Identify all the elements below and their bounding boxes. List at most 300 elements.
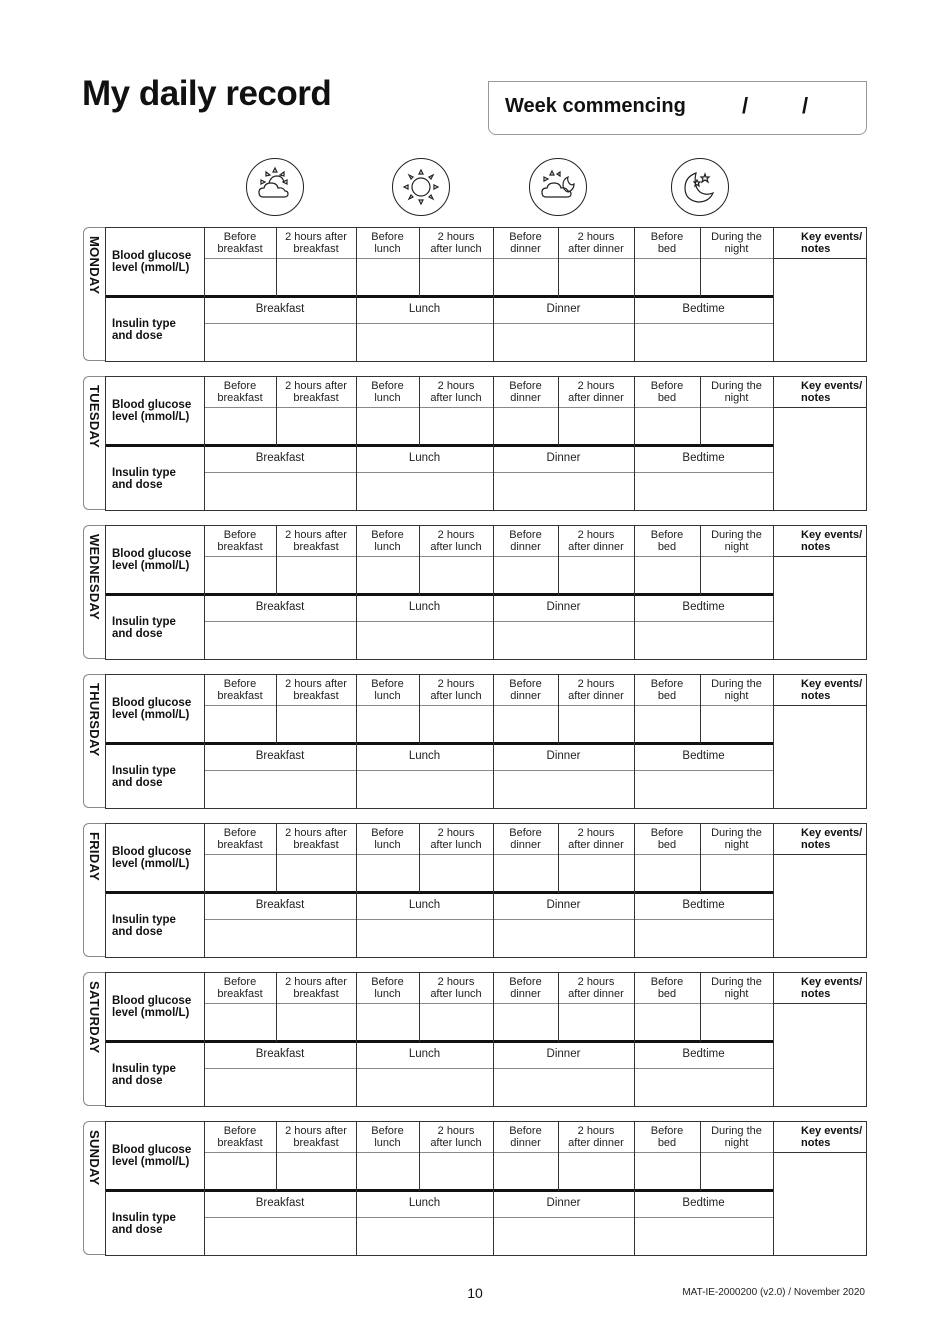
day-block-monday [83, 227, 867, 363]
table-border [105, 1121, 867, 1122]
column-header-line: bed [657, 1137, 677, 1149]
column-header-line: night [724, 541, 749, 553]
column-header-line: bed [657, 392, 677, 404]
glucose-input-cell[interactable] [701, 408, 772, 443]
column-header-line: bed [657, 988, 677, 1000]
column-header-line: lunch [374, 839, 401, 851]
insulin-input-cell[interactable] [357, 1218, 492, 1254]
day-tab [83, 376, 105, 510]
column-header-line: night [724, 690, 749, 702]
blood-glucose-label-line: level (mmol/L) [112, 560, 190, 572]
column-header-line: Before [223, 380, 257, 392]
notes-header [801, 976, 862, 1000]
notes-input-cell[interactable] [774, 1004, 865, 1105]
table-border [866, 972, 867, 1107]
notes-input-cell[interactable] [774, 855, 865, 956]
blood-glucose-label-line: level (mmol/L) [112, 262, 190, 274]
meal-label: Bedtime [682, 452, 725, 464]
column-header [634, 976, 700, 1000]
meal-label: Bedtime [682, 750, 725, 762]
column-header-line: breakfast [293, 988, 339, 1000]
blood-glucose-label-line: Blood glucose [112, 399, 192, 411]
glucose-input-cell[interactable] [701, 259, 772, 294]
column-header [204, 1125, 276, 1149]
glucose-input-cell[interactable] [635, 855, 699, 890]
column-header-line: 2 hours after [285, 380, 347, 392]
column-header-line: after lunch [430, 1137, 482, 1149]
column-header [419, 827, 493, 851]
table-border [105, 525, 867, 526]
day-name: SUNDAY [87, 1130, 102, 1186]
insulin-label-line: Insulin type [112, 914, 176, 926]
column-header-line: Before [371, 380, 404, 392]
column-header [493, 827, 558, 851]
column-header-line: Before [650, 529, 684, 541]
insulin-input-cell[interactable] [357, 473, 492, 509]
column-header [493, 678, 558, 702]
column-header [204, 976, 276, 1000]
section-divider [105, 742, 773, 745]
column-header [634, 678, 700, 702]
insulin-input-cell[interactable] [635, 1069, 772, 1105]
meal-label: Dinner [546, 1197, 581, 1209]
glucose-input-cell[interactable] [635, 1153, 699, 1188]
glucose-input-cell[interactable] [494, 408, 557, 443]
week-commencing-field[interactable] [488, 81, 867, 135]
column-header [356, 827, 419, 851]
column-header-line: after dinner [568, 243, 624, 255]
insulin-label [112, 616, 176, 640]
column-header-line: lunch [374, 1137, 401, 1149]
column-header [276, 529, 356, 553]
glucose-input-cell[interactable] [559, 1004, 633, 1039]
column-header-line: breakfast [217, 1137, 263, 1149]
meal-label: Bedtime [682, 1197, 725, 1209]
glucose-input-cell[interactable] [357, 557, 418, 592]
table-border [866, 525, 867, 660]
column-header [493, 380, 558, 404]
notes-header-line: notes [801, 690, 831, 702]
column-header-line: breakfast [293, 541, 339, 553]
meal-label: Dinner [546, 303, 581, 315]
column-header-line: after dinner [568, 392, 624, 404]
notes-header [801, 827, 862, 851]
column-header-line: Before [650, 976, 684, 988]
column-header-line: During the [711, 529, 762, 541]
column-header-line: During the [711, 976, 762, 988]
glucose-input-cell[interactable] [701, 855, 772, 890]
column-header-line: During the [711, 678, 762, 690]
column-header-line: 2 hours after [285, 529, 347, 541]
insulin-input-cell[interactable] [357, 324, 492, 360]
column-header [419, 380, 493, 404]
column-header [558, 827, 634, 851]
insulin-input-cell[interactable] [205, 324, 355, 360]
meal-label: Lunch [408, 1197, 441, 1209]
column-header-line: Before [223, 231, 257, 243]
insulin-input-cell[interactable] [205, 771, 355, 807]
column-header-line: night [724, 1137, 749, 1149]
day-tab [83, 972, 105, 1106]
column-header-line: after dinner [568, 541, 624, 553]
notes-header-line: Key events/ [801, 678, 863, 690]
column-header [558, 1125, 634, 1149]
column-header-line: after dinner [568, 1137, 624, 1149]
column-header-line: Before [223, 827, 257, 839]
meal-label: Lunch [408, 601, 441, 613]
insulin-input-cell[interactable] [635, 920, 772, 956]
column-header [204, 678, 276, 702]
table-border [105, 972, 106, 1107]
section-divider [105, 891, 773, 894]
table-border [105, 808, 867, 809]
glucose-input-cell[interactable] [635, 557, 699, 592]
glucose-input-cell[interactable] [277, 259, 355, 294]
glucose-input-cell[interactable] [357, 259, 418, 294]
column-header-line: Before [223, 976, 257, 988]
insulin-input-cell[interactable] [494, 324, 633, 360]
column-header-line: dinner [510, 690, 541, 702]
table-border [105, 1255, 867, 1256]
meal-label: Dinner [546, 750, 581, 762]
column-header [356, 678, 419, 702]
day-name: SATURDAY [87, 981, 102, 1054]
glucose-input-cell[interactable] [277, 408, 355, 443]
insulin-input-cell[interactable] [635, 473, 772, 509]
glucose-input-cell[interactable] [357, 706, 418, 741]
column-header-line: dinner [510, 243, 541, 255]
notes-header-line: Key events/ [801, 1125, 863, 1137]
glucose-input-cell[interactable] [559, 259, 633, 294]
column-header-line: after lunch [430, 690, 482, 702]
insulin-label [112, 914, 176, 938]
morning-sun-cloud-icon [246, 158, 304, 216]
notes-input-cell[interactable] [774, 557, 865, 658]
column-header [558, 678, 634, 702]
glucose-input-cell[interactable] [420, 408, 492, 443]
day-grid [105, 823, 867, 958]
glucose-input-cell[interactable] [701, 706, 772, 741]
column-header-line: breakfast [293, 243, 339, 255]
table-border [105, 227, 867, 228]
table-border [105, 361, 867, 362]
glucose-input-cell[interactable] [277, 706, 355, 741]
meal-label: Bedtime [682, 1048, 725, 1060]
column-header-line: after lunch [430, 541, 482, 553]
evening-sun-moon-cloud-icon [529, 158, 587, 216]
column-header [634, 380, 700, 404]
column-header-line: Before [509, 529, 542, 541]
column-header-line: 2 hours [577, 976, 615, 988]
glucose-input-cell[interactable] [420, 706, 492, 741]
insulin-label-line: and dose [112, 1224, 163, 1236]
glucose-input-cell[interactable] [701, 1153, 772, 1188]
column-header-line: lunch [374, 392, 401, 404]
notes-header-line: Key events/ [801, 231, 863, 243]
column-header [493, 1125, 558, 1149]
table-border [866, 376, 867, 511]
blood-glucose-label-line: Blood glucose [112, 846, 192, 858]
insulin-input-cell[interactable] [494, 622, 633, 658]
column-header-line: Before [371, 1125, 404, 1137]
column-header [419, 529, 493, 553]
column-header-line: 2 hours [577, 380, 615, 392]
notes-header-line: notes [801, 392, 831, 404]
meal-label: Bedtime [682, 601, 725, 613]
insulin-input-cell[interactable] [205, 920, 355, 956]
column-header [634, 827, 700, 851]
table-border [105, 659, 867, 660]
notes-input-cell[interactable] [774, 706, 865, 807]
date-separator: / [742, 93, 749, 118]
column-header-line: 2 hours [437, 529, 475, 541]
table-border [866, 674, 867, 809]
column-header [700, 529, 773, 553]
column-header-line: dinner [510, 541, 541, 553]
glucose-input-cell[interactable] [277, 1153, 355, 1188]
column-header-line: breakfast [217, 988, 263, 1000]
notes-input-cell[interactable] [774, 1153, 865, 1254]
column-header-line: bed [657, 839, 677, 851]
glucose-input-cell[interactable] [635, 1004, 699, 1039]
column-header-line: breakfast [293, 690, 339, 702]
column-header-line: 2 hours [437, 976, 475, 988]
day-tab [83, 525, 105, 659]
notes-header [801, 380, 862, 404]
table-border [105, 823, 867, 824]
glucose-input-cell[interactable] [701, 1004, 772, 1039]
table-border [105, 1121, 106, 1256]
column-header-line: night [724, 988, 749, 1000]
insulin-label [112, 1212, 176, 1236]
glucose-input-cell[interactable] [357, 408, 418, 443]
column-header-line: 2 hours [437, 827, 475, 839]
day-grid [105, 972, 867, 1107]
blood-glucose-label-line: Blood glucose [112, 250, 192, 262]
column-header-line: 2 hours [577, 529, 615, 541]
column-header [204, 380, 276, 404]
blood-glucose-label [112, 1144, 191, 1168]
glucose-input-cell[interactable] [494, 855, 557, 890]
column-header-line: 2 hours [437, 678, 475, 690]
glucose-input-cell[interactable] [420, 1004, 492, 1039]
blood-glucose-label [112, 399, 191, 423]
glucose-input-cell[interactable] [277, 1004, 355, 1039]
day-tab [83, 674, 105, 808]
column-header-line: 2 hours [437, 1125, 475, 1137]
column-header-line: night [724, 392, 749, 404]
notes-header-line: Key events/ [801, 976, 863, 988]
insulin-label-line: Insulin type [112, 765, 176, 777]
table-border [105, 376, 867, 377]
notes-header [801, 1125, 862, 1149]
column-header-line: Before [650, 678, 684, 690]
glucose-input-cell[interactable] [559, 408, 633, 443]
column-header [356, 1125, 419, 1149]
section-divider [105, 1189, 773, 1192]
notes-header [801, 678, 862, 702]
column-header-line: 2 hours [437, 380, 475, 392]
glucose-input-cell[interactable] [277, 855, 355, 890]
column-header-line: Before [223, 529, 257, 541]
column-header-line: Before [650, 827, 684, 839]
meal-label: Lunch [408, 750, 441, 762]
insulin-label-line: Insulin type [112, 467, 176, 479]
day-grid [105, 525, 867, 660]
glucose-input-cell[interactable] [494, 1004, 557, 1039]
day-name: FRIDAY [87, 832, 102, 881]
column-header-line: lunch [374, 988, 401, 1000]
column-header-line: 2 hours [577, 678, 615, 690]
column-header [419, 976, 493, 1000]
glucose-input-cell[interactable] [494, 259, 557, 294]
column-header [493, 976, 558, 1000]
glucose-input-cell[interactable] [635, 706, 699, 741]
column-header-line: dinner [510, 988, 541, 1000]
column-header [558, 976, 634, 1000]
table-border [105, 227, 106, 362]
insulin-input-cell[interactable] [357, 771, 492, 807]
meal-label: Lunch [408, 303, 441, 315]
insulin-input-cell[interactable] [205, 1218, 355, 1254]
page-title: My daily record [82, 74, 332, 113]
column-header-line: 2 hours after [285, 678, 347, 690]
notes-input-cell[interactable] [774, 408, 865, 509]
table-border [105, 823, 106, 958]
column-header-line: Before [650, 1125, 684, 1137]
blood-glucose-label-line: Blood glucose [112, 548, 192, 560]
notes-header-line: notes [801, 541, 831, 553]
glucose-input-cell[interactable] [357, 1004, 418, 1039]
column-header-line: Before [509, 1125, 542, 1137]
glucose-input-cell[interactable] [635, 408, 699, 443]
meal-label: Breakfast [255, 452, 305, 464]
column-header-line: dinner [510, 1137, 541, 1149]
day-block-friday [83, 823, 867, 959]
column-header-line: breakfast [293, 839, 339, 851]
day-tab [83, 1121, 105, 1255]
glucose-input-cell[interactable] [494, 1153, 557, 1188]
column-header-line: During the [711, 1125, 762, 1137]
insulin-input-cell[interactable] [635, 622, 772, 658]
column-header [700, 1125, 773, 1149]
column-header [276, 976, 356, 1000]
insulin-input-cell[interactable] [205, 1069, 355, 1105]
insulin-input-cell[interactable] [357, 1069, 492, 1105]
column-header-line: lunch [374, 541, 401, 553]
night-moon-stars-icon [671, 158, 729, 216]
column-header-line: Before [509, 827, 542, 839]
column-header-line: after dinner [568, 988, 624, 1000]
column-header [634, 231, 700, 255]
column-header-line: Before [509, 231, 542, 243]
notes-input-cell[interactable] [774, 259, 865, 360]
insulin-label-line: Insulin type [112, 1063, 176, 1075]
insulin-input-cell[interactable] [357, 622, 492, 658]
table-border [105, 972, 867, 973]
insulin-label [112, 467, 176, 491]
meal-label: Dinner [546, 1048, 581, 1060]
insulin-label-line: Insulin type [112, 1212, 176, 1224]
column-header [419, 231, 493, 255]
glucose-input-cell[interactable] [420, 1153, 492, 1188]
insulin-input-cell[interactable] [494, 1069, 633, 1105]
glucose-input-cell[interactable] [559, 1153, 633, 1188]
column-header-line: 2 hours after [285, 1125, 347, 1137]
day-block-tuesday [83, 376, 867, 512]
column-header-line: Before [371, 678, 404, 690]
blood-glucose-label [112, 250, 191, 274]
insulin-input-cell[interactable] [494, 920, 633, 956]
notes-header-line: Key events/ [801, 827, 863, 839]
column-header-line: 2 hours after [285, 827, 347, 839]
table-border [866, 227, 867, 362]
glucose-input-cell[interactable] [559, 706, 633, 741]
column-header-line: after lunch [430, 839, 482, 851]
insulin-input-cell[interactable] [357, 920, 492, 956]
meal-label: Lunch [408, 452, 441, 464]
table-border [105, 674, 106, 809]
notes-header-line: notes [801, 839, 831, 851]
glucose-input-cell[interactable] [420, 259, 492, 294]
meal-label: Lunch [408, 1048, 441, 1060]
glucose-input-cell[interactable] [420, 855, 492, 890]
column-header-line: Before [371, 529, 404, 541]
glucose-input-cell[interactable] [559, 557, 633, 592]
insulin-input-cell[interactable] [635, 1218, 772, 1254]
day-name: WEDNESDAY [87, 534, 102, 621]
meal-label: Lunch [408, 899, 441, 911]
column-header-line: after dinner [568, 839, 624, 851]
column-header-line: after lunch [430, 988, 482, 1000]
insulin-input-cell[interactable] [205, 622, 355, 658]
insulin-input-cell[interactable] [635, 324, 772, 360]
insulin-input-cell[interactable] [205, 473, 355, 509]
glucose-input-cell[interactable] [494, 706, 557, 741]
meal-label: Breakfast [255, 601, 305, 613]
insulin-input-cell[interactable] [635, 771, 772, 807]
column-header [634, 529, 700, 553]
blood-glucose-label [112, 548, 191, 572]
table-border [866, 823, 867, 958]
column-header [493, 231, 558, 255]
glucose-input-cell[interactable] [277, 557, 355, 592]
glucose-input-cell[interactable] [357, 855, 418, 890]
column-header [700, 827, 773, 851]
column-header-line: Before [371, 827, 404, 839]
insulin-input-cell[interactable] [494, 473, 633, 509]
column-header [276, 231, 356, 255]
blood-glucose-label-line: Blood glucose [112, 1144, 192, 1156]
blood-glucose-label [112, 995, 191, 1019]
glucose-input-cell[interactable] [357, 1153, 418, 1188]
blood-glucose-label-line: level (mmol/L) [112, 709, 190, 721]
insulin-input-cell[interactable] [494, 1218, 633, 1254]
blood-glucose-label-line: level (mmol/L) [112, 1007, 190, 1019]
glucose-input-cell[interactable] [420, 557, 492, 592]
glucose-input-cell[interactable] [635, 259, 699, 294]
column-header [700, 380, 773, 404]
column-header [558, 529, 634, 553]
glucose-input-cell[interactable] [559, 855, 633, 890]
column-header [634, 1125, 700, 1149]
glucose-input-cell[interactable] [701, 557, 772, 592]
notes-header-line: notes [801, 1137, 831, 1149]
meal-label: Dinner [546, 452, 581, 464]
insulin-input-cell[interactable] [494, 771, 633, 807]
glucose-input-cell[interactable] [494, 557, 557, 592]
notes-header [801, 231, 862, 255]
